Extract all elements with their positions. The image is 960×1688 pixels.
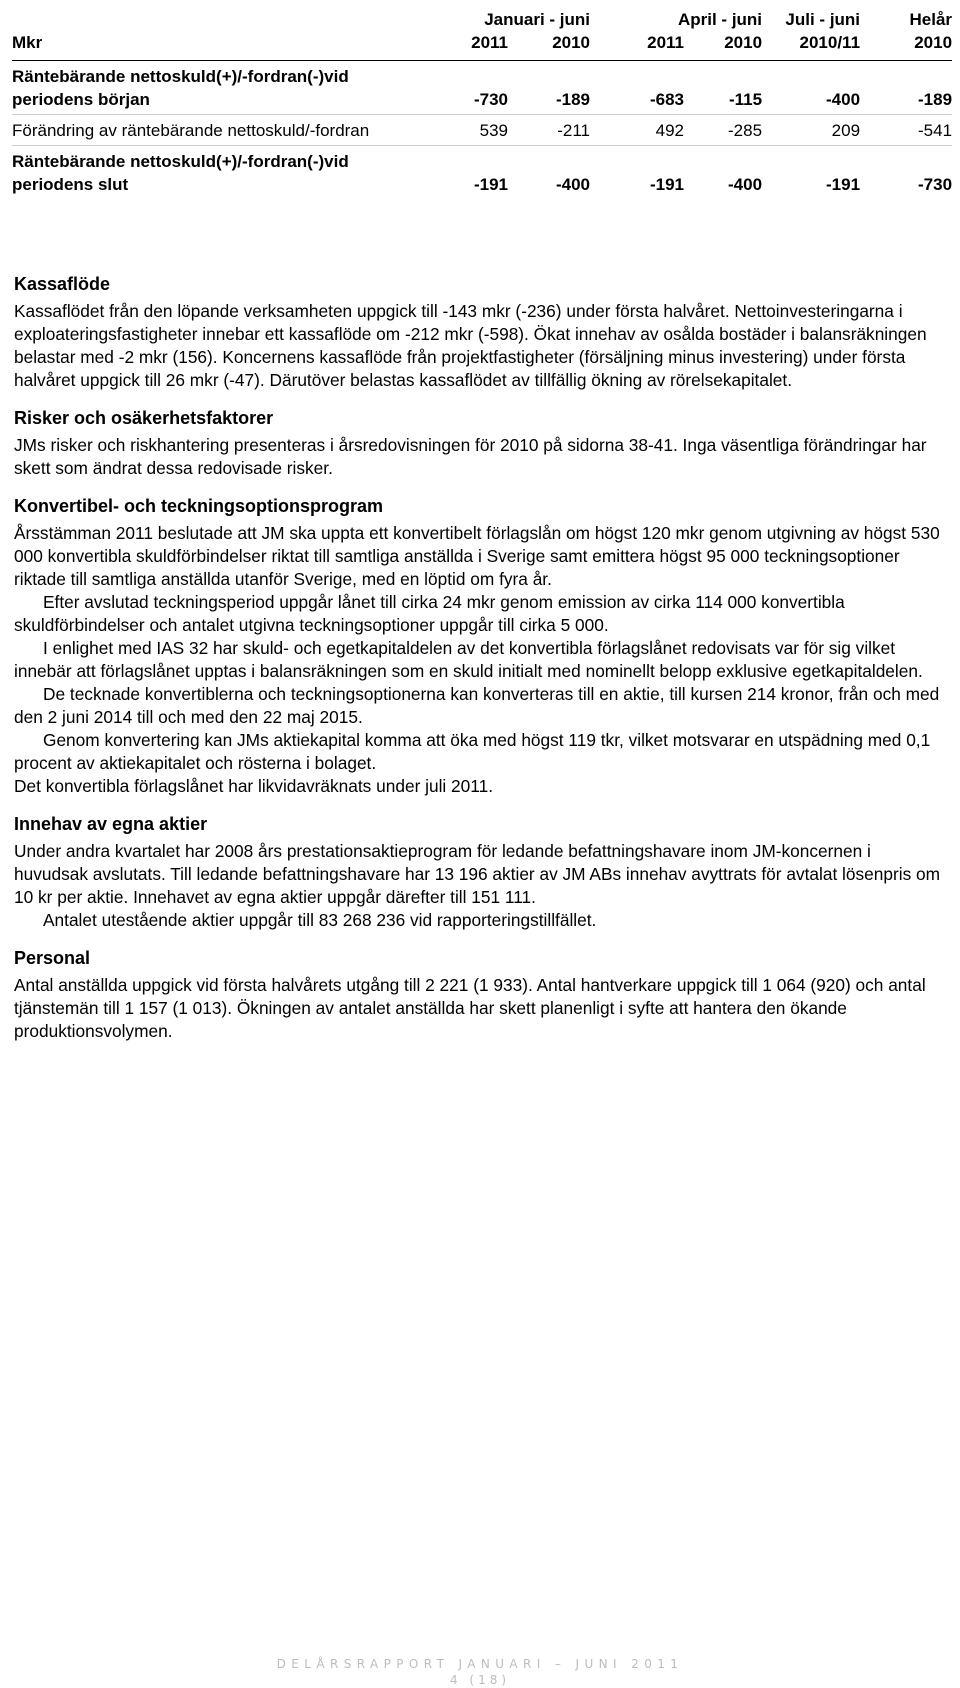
- table-cell: -191: [649, 175, 685, 194]
- paragraph: Antal anställda uppgick vid första halvårets utgång till 2 221 (1 933). Antal hantverkare uppgick till 1 064 (920) och antal tjänstemän till 1 157 (1 013). Ökningen av antalet anställda har skett planenligt i syfte att hantera den ökande produktionsvolymen.: [14, 975, 926, 1041]
- section-heading: Personal: [14, 948, 91, 968]
- paragraph: Det konvertibla förlagslånet har likvidavräknats under juli 2011.: [14, 776, 494, 796]
- row-label-line2: periodens början: [12, 90, 150, 109]
- header-unit: Mkr: [12, 31, 430, 61]
- header-year: 2010: [860, 31, 952, 61]
- table-cell: -189: [508, 61, 590, 115]
- page-footer: [0, 1656, 960, 1688]
- section-risker: [14, 406, 948, 480]
- table-cell: -191: [826, 175, 861, 194]
- table-header-years: [12, 31, 952, 61]
- table-cell: -400: [728, 175, 763, 194]
- table-cell: -189: [860, 61, 952, 115]
- net-debt-table: [12, 8, 952, 199]
- header-group-apr-jun: April - juni: [677, 10, 763, 29]
- header-year: 2010/11: [762, 31, 860, 61]
- net-debt-table-grid: [12, 8, 952, 199]
- table-cell: -400: [555, 175, 591, 194]
- table-cell: 209: [762, 115, 860, 146]
- table-cell: -541: [860, 115, 952, 146]
- row-label: [12, 61, 430, 115]
- paragraph: Antalet utestående aktier uppgår till 83 268 236 vid rapporteringstillfället.: [43, 910, 597, 930]
- paragraph: Efter avslutad teckningsperiod uppgår lånet till cirka 24 mkr genom emission av cirka 114 000 konvertibla skuldförbindelser och antalet utgivna teckningsoptioner uppgår till cirka 5 000.: [14, 592, 845, 635]
- paragraph: Under andra kvartalet har 2008 års prestationsaktieprogram för ledande befattningshavare inom JM-koncernen i huvudsak avslutats. Till ledande befattningshavare har 13 196 aktier av JM ABs innehav avyttrats för avtalat lösenpris om 10 kr per aktie. Innehavet av egna aktier uppgår därefter till 151 111.: [14, 841, 941, 907]
- table-cell: -730: [918, 175, 953, 194]
- row-label: [12, 146, 430, 200]
- table-row: [12, 61, 952, 115]
- section-heading: Risker och osäkerhetsfaktorer: [14, 408, 274, 428]
- header-year: 2011: [430, 31, 508, 61]
- row-label-line1: Räntebärande nettoskuld(+)/-fordran(-)vid: [12, 67, 349, 86]
- section-heading: Kassaflöde: [14, 274, 111, 294]
- table-cell: 539: [430, 115, 508, 146]
- spacer: [14, 392, 948, 406]
- section-personal: [14, 946, 948, 1043]
- table-cell: -730: [430, 61, 508, 115]
- header-group-jan-jun: Januari - juni: [484, 10, 591, 29]
- row-label-line1: Räntebärande nettoskuld(+)/-fordran(-)vid: [12, 152, 349, 171]
- paragraph: Genom konvertering kan JMs aktiekapital komma att öka med högst 119 tkr, vilket motsvarar en utspädning med 0,1 procent av aktiekapitalet och rösterna i bolaget.: [14, 730, 931, 773]
- paragraph: Kassaflödet från den löpande verksamheten uppgick till -143 mkr (-236) under första halvåret. Nettoinvesteringarna i exploateringsfastigheter innebar ett kassaflöde om -212 mkr (-598). Ökat innehav av osålda bostäder i balansräkningen belastar med -2 mkr (156). Koncernens kassaflöde från projektfastigheter (försäljning minus investering) under första halvåret uppgick till 26 mkr (-47). Därutöver belastas kassaflödet av tillfällig ökning av rörelsekapitalet.: [14, 301, 927, 390]
- table-cell: -191: [473, 175, 508, 194]
- header-year: 2011: [590, 31, 684, 61]
- row-label: Förändring av räntebärande nettoskuld/-fordran: [12, 115, 430, 146]
- footer-page-number: 4 (18): [449, 1673, 511, 1687]
- table-header-groups: [12, 8, 952, 31]
- section-kassaflode: [14, 272, 948, 392]
- table-cell: -400: [762, 61, 860, 115]
- spacer: [14, 798, 948, 812]
- table-row: [12, 115, 952, 146]
- paragraph: I enlighet med IAS 32 har skuld- och egetkapitaldelen av det konvertibla förlagslånet redovisats var för sig vilket innebär att förlagslånet upptas i balansräkningen som en skuld initialt med nominellt belopp exklusive egetkapitaldelen.: [14, 638, 923, 681]
- table-cell: -211: [508, 115, 590, 146]
- paragraph: De tecknade konvertiblerna och teckningsoptionerna kan konverteras till en aktie, till kursen 214 kronor, från och med den 2 juni 2014 till och med den 22 maj 2015.: [14, 684, 940, 727]
- section-egna-aktier: [14, 812, 948, 932]
- table-cell: -115: [684, 61, 762, 115]
- header-group-full-year: Helår: [909, 10, 953, 29]
- spacer: [14, 480, 948, 494]
- header-year: 2010: [508, 31, 590, 61]
- header-spacer: [12, 8, 430, 31]
- table-cell: 492: [590, 115, 684, 146]
- report-body: [14, 272, 948, 1043]
- section-konvertibel: [14, 494, 948, 798]
- paragraph: JMs risker och riskhantering presenteras i årsredovisningen för 2010 på sidorna 38-41. Inga väsentliga förändringar har skett som ändrat dessa redovisade risker.: [14, 435, 927, 478]
- table-row: [12, 146, 952, 200]
- header-group-jul-jun: Juli - juni: [785, 10, 861, 29]
- table-cell: -285: [684, 115, 762, 146]
- table-cell: -683: [590, 61, 684, 115]
- footer-report-title: DELÅRSRAPPORT JANUARI – JUNI 2011: [276, 1657, 684, 1671]
- section-heading: Konvertibel- och teckningsoptionsprogram: [14, 496, 384, 516]
- spacer: [14, 932, 948, 946]
- header-year: 2010: [684, 31, 762, 61]
- paragraph: Årsstämman 2011 beslutade att JM ska uppta ett konvertibelt förlagslån om högst 120 mkr genom utgivning av högst 530 000 konvertibla skuldförbindelser riktat till samtliga anställda i Sverige samt emittera högst 95 000 teckningsoptioner riktade till samtliga anställda utanför Sverige, med en löptid om fyra år.: [14, 523, 940, 589]
- section-heading: Innehav av egna aktier: [14, 814, 208, 834]
- row-label-line2: periodens slut: [12, 175, 129, 194]
